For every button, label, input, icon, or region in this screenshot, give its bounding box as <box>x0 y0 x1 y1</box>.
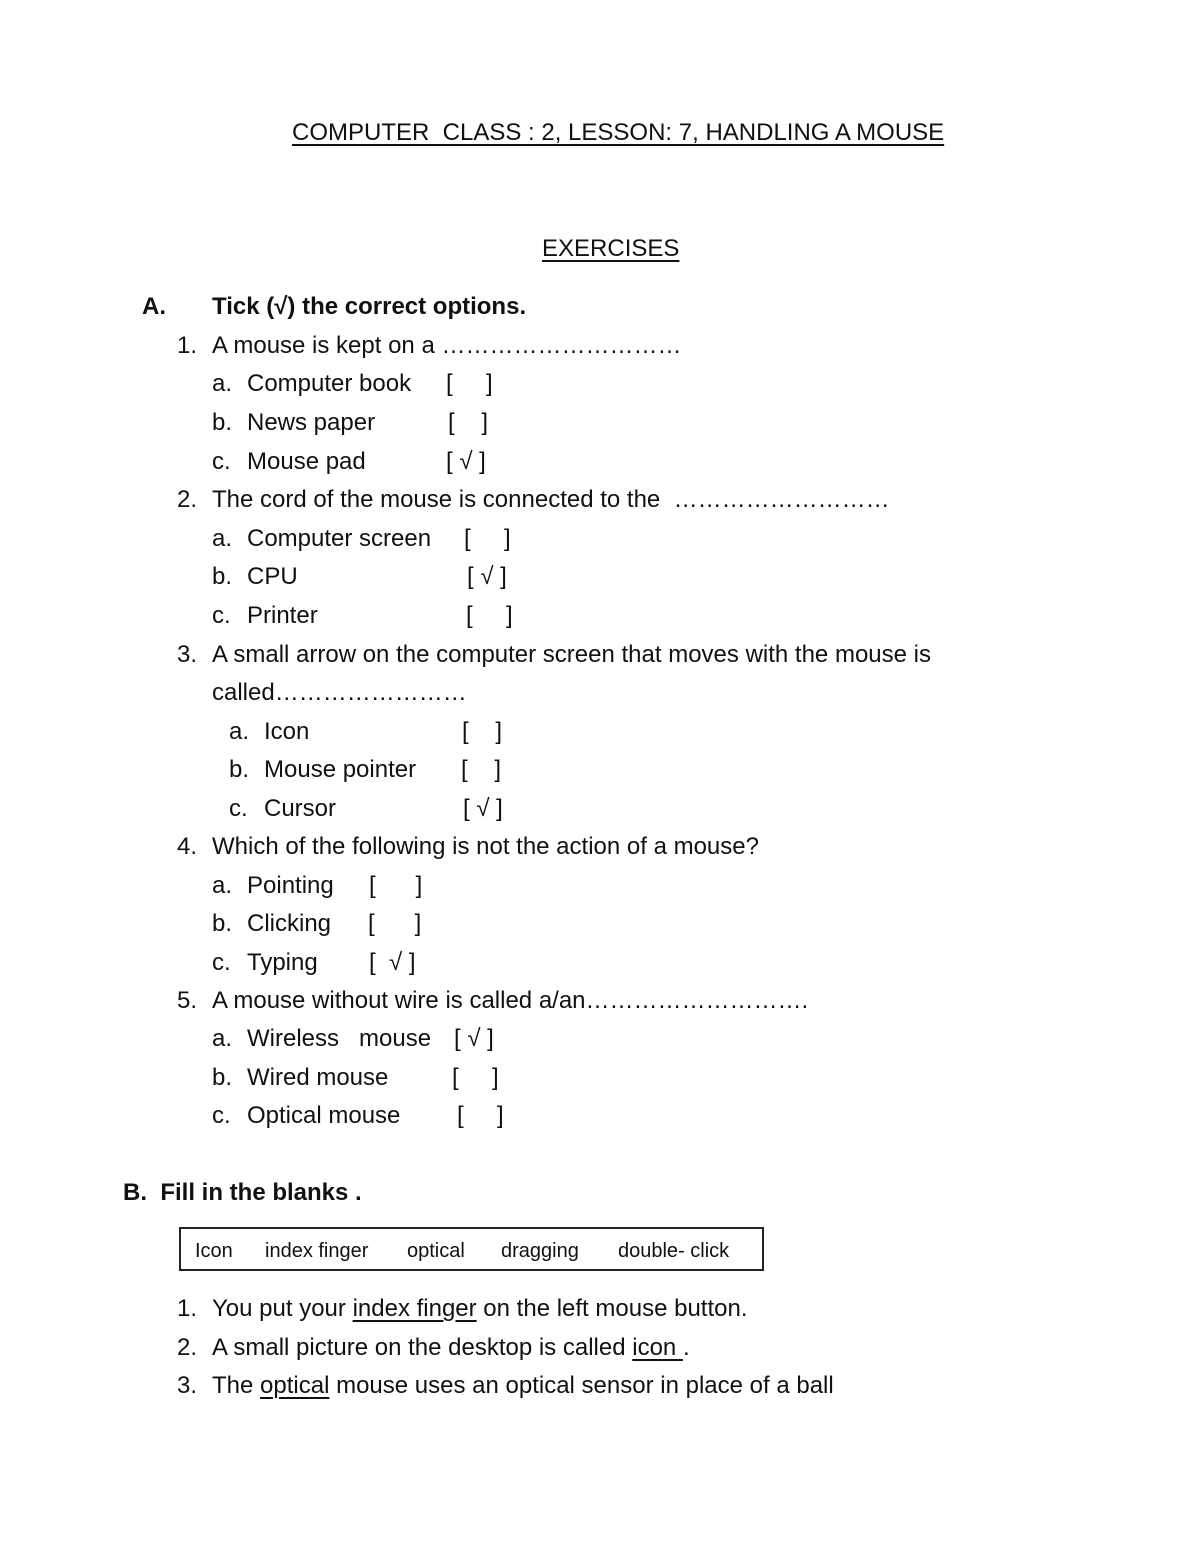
option-checkbox: [ √ ] <box>454 1025 494 1052</box>
sentence-text: The <box>212 1372 261 1399</box>
option-text: Pointing <box>247 872 334 899</box>
word-bank-item: optical <box>407 1240 465 1262</box>
word-bank-item: Icon <box>195 1240 233 1262</box>
option-letter: c. <box>212 949 231 976</box>
option-letter: c. <box>212 602 231 629</box>
sentence-number: 2. <box>177 1334 198 1361</box>
sentence-number: 1. <box>177 1295 198 1322</box>
option-checkbox: [ ] <box>457 1102 504 1129</box>
section-a-heading: Tick (√) the correct options. <box>212 293 527 320</box>
option-text: Optical mouse <box>247 1102 401 1129</box>
word-bank-box <box>179 1227 764 1271</box>
option-text: CPU <box>247 563 298 590</box>
word-bank-item: index finger <box>265 1240 369 1262</box>
option-letter: b. <box>212 1064 233 1091</box>
option-text: Mouse pointer <box>264 756 417 783</box>
option-text: Typing <box>247 949 318 976</box>
question-text: A small arrow on the computer screen that moves with the mouse is <box>212 641 931 668</box>
option-letter: a. <box>212 872 233 899</box>
sentence-text: You put your <box>212 1295 353 1322</box>
option-checkbox: [ ] <box>446 370 493 397</box>
question-text-continued: called…………………… <box>212 679 467 706</box>
option-checkbox: [ √ ] <box>446 448 486 475</box>
option-checkbox: [ √ ] <box>369 949 416 976</box>
option-checkbox: [ √ ] <box>463 795 503 822</box>
option-checkbox: [ ] <box>368 910 422 937</box>
section-a-label: A. <box>142 293 166 320</box>
option-text: Computer book <box>247 370 412 397</box>
sentence-text: mouse uses an optical sensor in place of a ball <box>329 1372 834 1399</box>
option-letter: a. <box>212 370 233 397</box>
option-letter: c. <box>229 795 248 822</box>
option-checkbox: [ ] <box>462 718 503 745</box>
option-letter: b. <box>212 563 233 590</box>
option-checkbox: [ ] <box>464 525 511 552</box>
option-letter: c. <box>212 1102 231 1129</box>
question-number: 2. <box>177 486 198 513</box>
question-text: The cord of the mouse is connected to the ……………………… <box>212 486 890 513</box>
fill-sentence <box>212 1297 747 1321</box>
option-letter: b. <box>229 756 250 783</box>
option-checkbox: [ ] <box>448 409 489 436</box>
sentence-text: A small picture on the desktop is called <box>212 1334 633 1361</box>
question-number: 3. <box>177 641 198 668</box>
option-checkbox: [ √ ] <box>467 563 507 590</box>
option-checkbox: [ ] <box>466 602 513 629</box>
option-text: News paper <box>247 409 376 436</box>
question-number: 4. <box>177 833 198 860</box>
sentence-number: 3. <box>177 1372 198 1399</box>
sentence-text: . <box>682 1334 690 1361</box>
option-text: Icon <box>264 718 310 745</box>
option-text: Wireless mouse <box>247 1025 432 1052</box>
option-letter: a. <box>229 718 250 745</box>
option-letter: c. <box>212 448 231 475</box>
option-text: Computer screen <box>247 525 432 552</box>
word-bank-item: double- click <box>618 1240 730 1262</box>
option-letter: b. <box>212 910 233 937</box>
question-text: Which of the following is not the action of a mouse? <box>212 833 759 860</box>
section-b-heading: B. Fill in the blanks . <box>123 1179 362 1206</box>
blank-answer: index finger <box>352 1295 477 1322</box>
word-bank-item: dragging <box>501 1240 579 1262</box>
blank-answer: icon <box>632 1334 683 1361</box>
page-title: COMPUTER CLASS : 2, LESSON: 7, HANDLING A MOUSE <box>292 119 945 146</box>
page-subtitle: EXERCISES <box>542 235 680 262</box>
fill-sentence <box>212 1374 834 1398</box>
sentence-text: on the left mouse button. <box>476 1295 748 1322</box>
question-text: A mouse is kept on a ………………………… <box>212 332 682 359</box>
option-letter: a. <box>212 1025 233 1052</box>
fill-sentence <box>212 1336 690 1360</box>
question-number: 1. <box>177 332 198 359</box>
option-checkbox: [ ] <box>461 756 502 783</box>
blank-answer: optical <box>260 1372 330 1399</box>
question-text: A mouse without wire is called a/an………………………. <box>212 987 809 1014</box>
option-text: Printer <box>247 602 318 629</box>
option-letter: b. <box>212 409 233 436</box>
option-text: Wired mouse <box>247 1064 389 1091</box>
option-text: Clicking <box>247 910 332 937</box>
option-text: Mouse pad <box>247 448 366 475</box>
option-checkbox: [ ] <box>452 1064 499 1091</box>
option-checkbox: [ ] <box>369 872 423 899</box>
option-letter: a. <box>212 525 233 552</box>
question-number: 5. <box>177 987 198 1014</box>
option-text: Cursor <box>264 795 337 822</box>
